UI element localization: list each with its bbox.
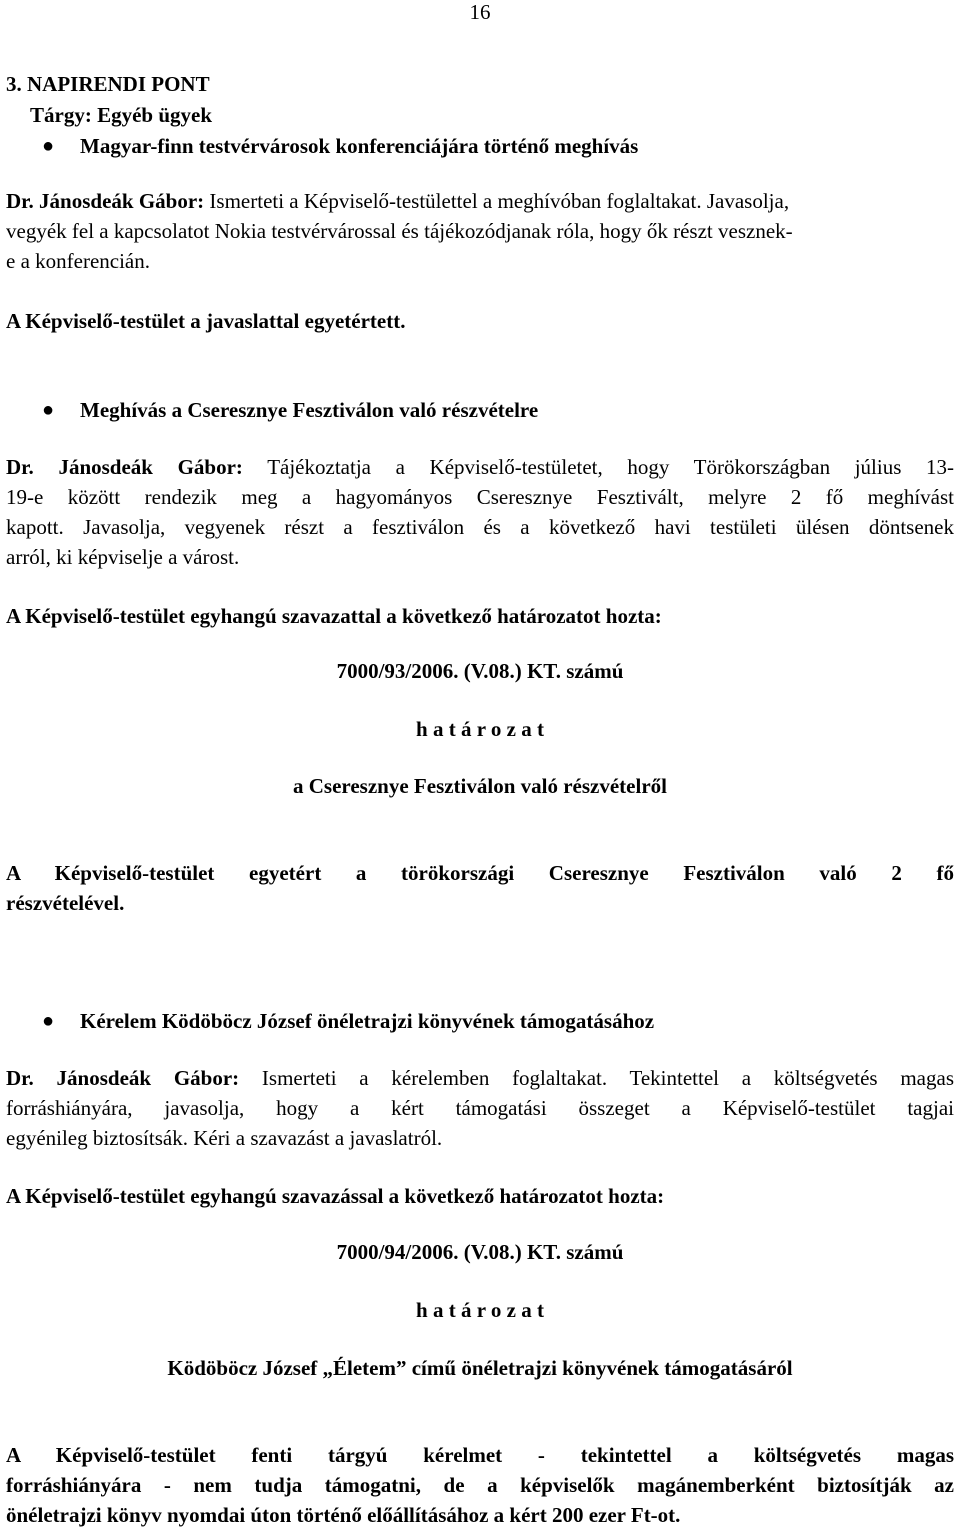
paragraph-line: egyénileg biztosítsák. Kéri a szavazást a javaslatról. xyxy=(6,1126,443,1150)
bullet-icon: ● xyxy=(42,135,55,157)
item-title: Magyar-finn testvérvárosok konferenciájára történő meghívás xyxy=(80,134,639,158)
resolution-label: h a t á r o z a t xyxy=(416,1298,544,1322)
decision-text: A Képviselő-testület a javaslattal egyetértett. xyxy=(6,309,406,333)
resolution-text-line: forráshiányára - nem tudja támogatni, de a képviselők magánemberként biztosítják az xyxy=(6,1473,954,1497)
speaker-name: Dr. Jánosdeák Gábor: xyxy=(6,1066,240,1090)
paragraph-line: kapott. Javasolja, vegyenek részt a fesztiválon és a következő havi testületi ülésen döntsenek xyxy=(6,515,954,539)
paragraph-line xyxy=(6,1063,954,1093)
speaker-name: Dr. Jánosdeák Gábor: xyxy=(6,455,243,479)
resolution-label: h a t á r o z a t xyxy=(416,717,544,741)
bullet-icon: ● xyxy=(42,399,55,421)
paragraph-line: vegyék fel a kapcsolatot Nokia testvérvárossal és tájékozódjanak róla, hogy ők részt vesznek- xyxy=(6,219,793,243)
paragraph-line: forráshiányára, javasolja, hogy a kért támogatási összeget a Képviselő-testület tagjai xyxy=(6,1096,954,1120)
paragraph-text: Ismerteti a Képviselő-testülettel a meghívóban foglaltakat. Javasolja, xyxy=(209,189,790,213)
paragraph-line: arról, ki képviselje a várost. xyxy=(6,545,240,569)
item-title: Kérelem Ködöböcz József önéletrajzi könyvének támogatásához xyxy=(80,1009,655,1033)
paragraph-line xyxy=(6,452,954,482)
resolution-text-line: önéletrajzi könyv nyomdai úton történő előállításához a kért 200 ezer Ft-ot. xyxy=(6,1503,681,1527)
page-number: 16 xyxy=(469,0,491,24)
resolution-number: 7000/94/2006. (V.08.) KT. számú xyxy=(336,1240,624,1264)
agenda-heading: 3. NAPIRENDI PONT xyxy=(6,72,210,96)
vote-text: A Képviselő-testület egyhangú szavazással a következő határozatot hozta: xyxy=(6,1184,665,1208)
resolution-subject: Ködöböcz József „Életem” című önéletrajzi könyvének támogatásáról xyxy=(167,1356,793,1380)
subject-heading: Tárgy: Egyéb ügyek xyxy=(30,103,213,127)
paragraph-text: Tájékoztatja a Képviselő-testületet, hogy Törökországban július 13- xyxy=(267,455,955,479)
resolution-text-line: részvételével. xyxy=(6,891,125,915)
resolution-subject: a Cseresznye Fesztiválon való részvételről xyxy=(293,774,667,798)
vote-text: A Képviselő-testület egyhangú szavazattal a következő határozatot hozta: xyxy=(6,604,662,628)
bullet-icon: ● xyxy=(42,1010,55,1032)
paragraph-line: 19-e között rendezik meg a hagyományos Cseresznye Fesztivált, melyre 2 fő meghívást xyxy=(6,485,954,509)
resolution-text-line: A Képviselő-testület fenti tárgyú kérelmet - tekintettel a költségvetés magas xyxy=(6,1443,954,1467)
resolution-text-line: A Képviselő-testület egyetért a törökországi Cseresznye Fesztiválon való 2 fő xyxy=(6,861,954,885)
item-title: Meghívás a Cseresznye Fesztiválon való részvételre xyxy=(80,398,539,422)
paragraph-line: e a konferencián. xyxy=(6,249,150,273)
speaker-name: Dr. Jánosdeák Gábor: xyxy=(6,189,205,213)
resolution-number: 7000/93/2006. (V.08.) KT. számú xyxy=(336,659,624,683)
paragraph-line xyxy=(6,186,954,216)
paragraph-text: Ismerteti a kérelemben foglaltakat. Tekintettel a költségvetés magas xyxy=(261,1066,954,1090)
